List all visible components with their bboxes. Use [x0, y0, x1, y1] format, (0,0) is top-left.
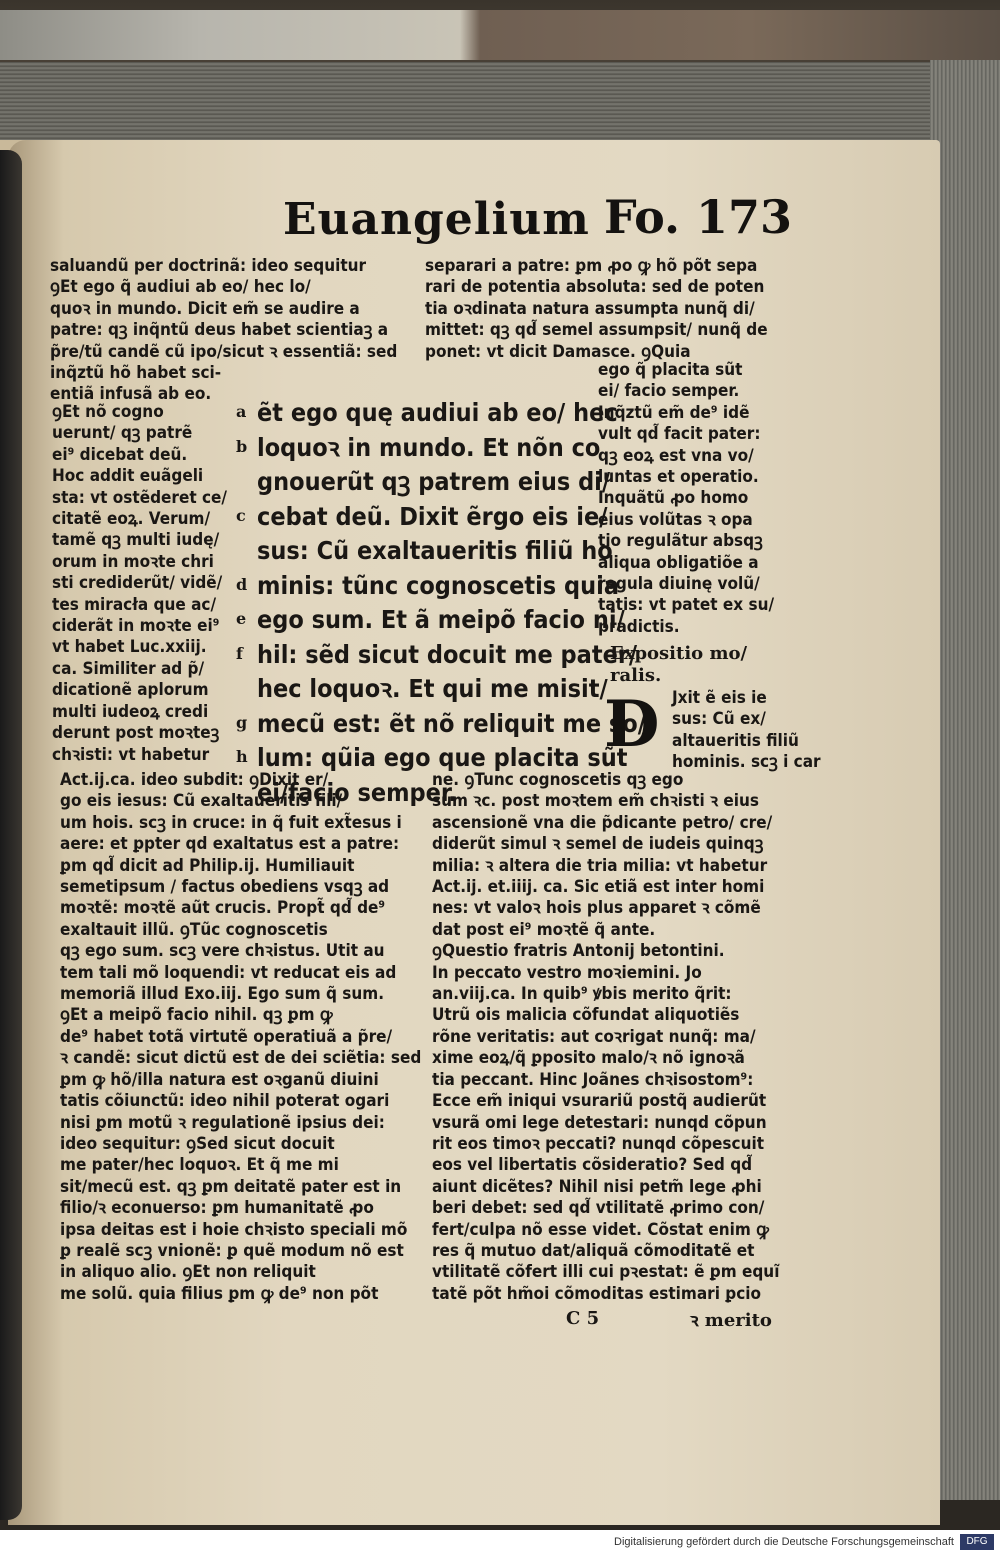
- main-text-line: hec loquoꝛ. Et qui me misit/: [257, 674, 608, 703]
- text-line: Act.ij.ca. ideo subdit: ꝯDixit er/: [60, 770, 329, 790]
- text-line: sum ꝛc. post moꝛtem em̃ chꝛisti ꝛ eius: [432, 791, 760, 812]
- text-line: regula diuinę volũ/: [598, 574, 760, 595]
- text-line: tio regulãtur absqꝫ: [598, 531, 763, 552]
- commentary-left-bottom: [60, 770, 420, 1305]
- page-stack-right: [930, 60, 1000, 1500]
- text-line: tia peccant. Hinc Joãnes chꝛisostom⁹:: [432, 1069, 754, 1090]
- text-line: Inq̃ztũ em̃ de⁹ idẽ: [598, 402, 750, 423]
- text-line: go eis iesus: Cũ exaltaueritis fili/: [60, 791, 343, 812]
- text-line: Ecce em̃ iniqui vsurariũ postq̃ audierũt: [432, 1091, 767, 1112]
- text-line: Inquãtũ ꝓo homo: [598, 488, 749, 509]
- signature-mark: C 5: [566, 1308, 600, 1329]
- text-line: Jxit ẽ eis ie: [672, 688, 767, 708]
- text-line: ꝯEt ego q̃ audiui ab eo/ hec lo/: [50, 277, 311, 298]
- text-line: res q̃ mutuo dat/aliquã cõmoditatẽ et: [432, 1240, 755, 1261]
- text-line: saluandũ per doctrinã: ideo sequitur: [50, 256, 367, 276]
- text-line: sta: vt ostẽderet ce/: [52, 487, 227, 508]
- text-line: Hoc addit euãgeli: [52, 466, 204, 487]
- text-line: citatẽ eoꝝ. Verum/: [52, 509, 211, 530]
- text-line: nes: vt valoꝛ hois plus apparet ꝛ cõmẽ: [432, 898, 761, 919]
- text-line: ꝑ realẽ scꝫ vnionẽ: ꝑ quẽ modum nõ est: [60, 1240, 404, 1261]
- margin-letter: b: [236, 436, 248, 456]
- main-text-line: ei/facio semper.: [257, 777, 457, 807]
- text-line: tem tali mõ loquendi: vt reducat eis ad: [60, 962, 397, 983]
- text-line: tatis: vt patet ex su/: [598, 595, 775, 616]
- text-line: derunt post moꝛteꝫ: [52, 723, 220, 744]
- main-text-line: loquoꝛ in mundo. Et nõn co: [257, 432, 601, 462]
- text-line: tia oꝛdinata natura assumpta nunq̃ di/: [425, 298, 755, 319]
- text-line: In peccato vestro moꝛiemini. Jo: [432, 962, 702, 983]
- moral-heading-2: ralis.: [610, 665, 662, 686]
- dfg-logo: DFG: [960, 1534, 994, 1550]
- text-line: ꝯEt a meipõ facio nihil. qꝫ ꝑm ꝙ: [60, 1005, 333, 1026]
- text-line: filio/ꝛ econuerso: ꝑm humanitatẽ ꝓo: [60, 1198, 374, 1219]
- text-line: ꝯEt nõ cogno: [52, 402, 164, 422]
- credit-bar: [0, 1530, 1000, 1557]
- catchword: ꝛ merito: [690, 1310, 772, 1331]
- text-line: vsurã omi lege detestari: nunqd cõpun: [432, 1112, 767, 1133]
- commentary-left-narrow: [52, 402, 232, 766]
- text-line: chꝛisti: vt habetur: [52, 744, 210, 765]
- text-line: qꝫ eoꝝ est vna vo/: [598, 445, 754, 466]
- text-line: ꝑm ꝙ hõ/illa natura est oꝛganũ diuini: [60, 1069, 379, 1090]
- text-line: uerunt/ qꝫ patrẽ: [52, 423, 193, 444]
- text-line: dat post ei⁹ moꝛtẽ q̃ ante.: [432, 919, 656, 940]
- binding-shadow: [0, 150, 22, 1520]
- text-line: Act.ij. et.iiij. ca. Sic etiã est inter homi: [432, 877, 765, 898]
- text-line: sus: Cũ ex/: [672, 709, 766, 730]
- margin-letter: c: [236, 505, 246, 525]
- text-line: patre: qꝫ inq̃ntũ deus habet scientiaꝫ a: [50, 320, 389, 341]
- main-text-line: sus: Cũ exaltaueritis filiũ ho: [257, 536, 613, 565]
- text-line: ponet: vt dicit Damasce. ꝯQuia: [425, 341, 691, 362]
- text-line: sti crediderũt/ vidẽ/: [52, 573, 223, 594]
- text-line: separari a patre: ꝑm ꝓo ꝙ hõ põt sepa: [425, 256, 758, 276]
- commentary-right-narrow: [598, 360, 778, 638]
- text-line: inq̃ztũ hõ habet sci-: [50, 363, 222, 384]
- text-line: tatis cõiunctũ: ideo nihil poterat ogari: [60, 1091, 390, 1112]
- main-text-line: lum: qũia ego que placita sũt: [257, 743, 628, 772]
- moral-exposition-text: [672, 688, 821, 774]
- text-line: um hois. scꝫ in cruce: in q̃ fuit ext̃esus i: [60, 812, 402, 833]
- text-line: ꝯQuestio fratris Antonij betontini.: [432, 941, 725, 962]
- credit-text: Digitalisierung gefördert durch die Deutsche Forschungsgemeinschaft: [614, 1536, 954, 1548]
- moral-heading-1: Expositio mo/: [610, 643, 748, 664]
- text-line: tatẽ põt hm̃oi cõmoditas estimari ꝑcio: [432, 1283, 762, 1304]
- main-text-line: mecũ est: ẽt nõ reliquit me so/: [257, 708, 646, 738]
- text-line: ꝛ candẽ: sicut dictũ est de dei sciẽtia: sed: [60, 1048, 422, 1069]
- text-line: fert/culpa nõ esse videt. Cõstat enim ꝙ: [432, 1219, 769, 1240]
- text-line: rari de potentia absoluta: sed de poten: [425, 277, 765, 298]
- text-line: ipsa deitas est i hoie chꝛisto speciali mõ: [60, 1219, 408, 1240]
- text-line: mittet: qꝫ qd̃ semel assumpsit/ nunq̃ de: [425, 320, 768, 341]
- text-line: me pater/hec loquoꝛ. Et q̃ me mi: [60, 1155, 339, 1176]
- initial-letter: D: [604, 687, 660, 762]
- margin-letter: d: [236, 574, 248, 594]
- text-line: altaueritis filiũ: [672, 730, 799, 751]
- main-text-line: cebat deũ. Dixit ẽrgo eis ie/: [257, 501, 608, 531]
- margin-letter: g: [236, 712, 248, 732]
- folio-number: Fo. 173: [604, 190, 793, 244]
- text-line: aere: et ꝑpter qd exaltatus est a patre:: [60, 834, 400, 855]
- main-text-line: gnouerũt qꝫ patrem eius di/: [257, 467, 611, 496]
- text-line: qꝫ ego sum. scꝫ vere chꝛistus. Utit au: [60, 941, 385, 962]
- text-line: ei/ facio semper.: [598, 381, 740, 402]
- page-stack-top: [0, 62, 1000, 142]
- text-line: exaltauit illũ. ꝯTũc cognoscetis: [60, 919, 328, 940]
- text-line: in aliquo alio. ꝯEt non reliquit: [60, 1262, 316, 1283]
- text-line: vtilitatẽ cõfert illi cui pꝛestat: ẽ ꝑm equĩ: [432, 1262, 780, 1283]
- text-line: milia: ꝛ altera die tria milia: vt habetur: [432, 855, 768, 876]
- text-line: p̃re/tũ candẽ cũ ipo/sicut ꝛ essentiã: sed: [50, 341, 398, 362]
- text-line: orum in moꝛte chri: [52, 551, 214, 572]
- text-line: vult qd̃ facit pater:: [598, 424, 761, 445]
- text-line: ei⁹ dicebat deũ.: [52, 444, 188, 465]
- text-line: sit/mecũ est. qꝫ ꝑm deitatẽ pater est in: [60, 1176, 402, 1197]
- text-line: xime eoꝝ/q̃ ꝑposito malo/ꝛ nõ ignoꝛã: [432, 1048, 745, 1069]
- book-edge-band: [0, 10, 1000, 60]
- text-line: diderũt simul ꝛ semel de iudeis quinqꝫ: [432, 834, 764, 855]
- text-line: nisi ꝑm motũ ꝛ regulationẽ ipsius dei:: [60, 1112, 385, 1133]
- text-line: vt habet Luc.xxiij.: [52, 637, 207, 658]
- text-line: pradictis.: [598, 616, 680, 637]
- text-line: eius volũtas ꝛ opa: [598, 509, 753, 530]
- text-line: me solũ. quia filius ꝑm ꝙ de⁹ non põt: [60, 1283, 379, 1304]
- main-text-line: minis: tũnc cognoscetis quia: [257, 570, 620, 600]
- text-line: ne. ꝯTunc cognoscetis qꝫ ego: [432, 770, 684, 790]
- text-line: dicationẽ aplorum: [52, 680, 209, 701]
- text-line: semetipsum / factus obediens vsqꝫ ad: [60, 877, 390, 898]
- text-line: aiunt dicẽtes? Nihil nisi petm̃ lege ꝓhi: [432, 1176, 762, 1197]
- text-line: tamẽ qꝫ multi iudę/: [52, 530, 220, 551]
- main-text-line: ẽt ego quę audiui ab eo/ hec: [257, 398, 618, 427]
- text-line: Utrũ ois malicia cõfundat aliquotiẽs: [432, 1005, 740, 1026]
- text-line: eos vel libertatis cõsideratio? Sed qd̃: [432, 1155, 753, 1176]
- margin-letter: a: [236, 402, 247, 421]
- text-line: luntas et operatio.: [598, 467, 759, 488]
- text-line: ideo sequitur: ꝯSed sicut docuit: [60, 1133, 335, 1154]
- commentary-right-top: [425, 256, 775, 363]
- text-line: entiã infusã ab eo.: [50, 384, 212, 405]
- text-line: tes miracła que ac/: [52, 594, 217, 615]
- text-line: moꝛtẽ: moꝛtẽ aũt crucis. Propt̃ qd̃ de⁹: [60, 898, 386, 919]
- text-line: rõne veritatis: aut coꝛrigat nunq̃: ma/: [432, 1026, 756, 1047]
- text-line: ciderãt in moꝛte ei⁹: [52, 616, 220, 637]
- text-line: quoꝛ in mundo. Dicit em̃ se audire a: [50, 298, 360, 319]
- text-line: an.viij.ca. In quib⁹ ꝟbis merito q̃rit:: [432, 984, 732, 1005]
- main-text-line: ego sum. Et ã meipõ facio ni/: [257, 605, 625, 634]
- commentary-left-top: [50, 256, 410, 406]
- text-line: hominis. scꝫ i car: [672, 752, 821, 773]
- main-text-line: hil: sẽd sicut docuit me pater/: [257, 639, 638, 669]
- text-line: beri debet: sed qd̃ vtilitatẽ ꝓrimo con/: [432, 1198, 765, 1219]
- margin-letter: h: [236, 747, 248, 766]
- text-line: aliqua obligatiõe a: [598, 552, 759, 573]
- text-line: memoriã illud Exo.iij. Ego sum q̃ sum.: [60, 984, 385, 1005]
- text-line: ca. Similiter ad p̃/: [52, 658, 205, 679]
- text-line: ascensionẽ vna die p̃dicante petro/ cre/: [432, 812, 773, 833]
- text-line: de⁹ habet totã virtutẽ operatiuã a p̃re/: [60, 1026, 393, 1047]
- text-line: multi iudeoꝝ credi: [52, 701, 209, 722]
- running-header: Euangelium: [283, 194, 590, 245]
- margin-letter: e: [236, 609, 247, 628]
- margin-letter: f: [236, 643, 243, 663]
- text-line: rit eos timoꝛ peccati? nunqd cõpescuit: [432, 1133, 765, 1154]
- commentary-right-bottom: [432, 770, 792, 1305]
- text-line: ego q̃ placita sũt: [598, 360, 743, 380]
- text-line: ꝑm qd̃ dicit ad Philip.ij. Humiliauit: [60, 855, 355, 876]
